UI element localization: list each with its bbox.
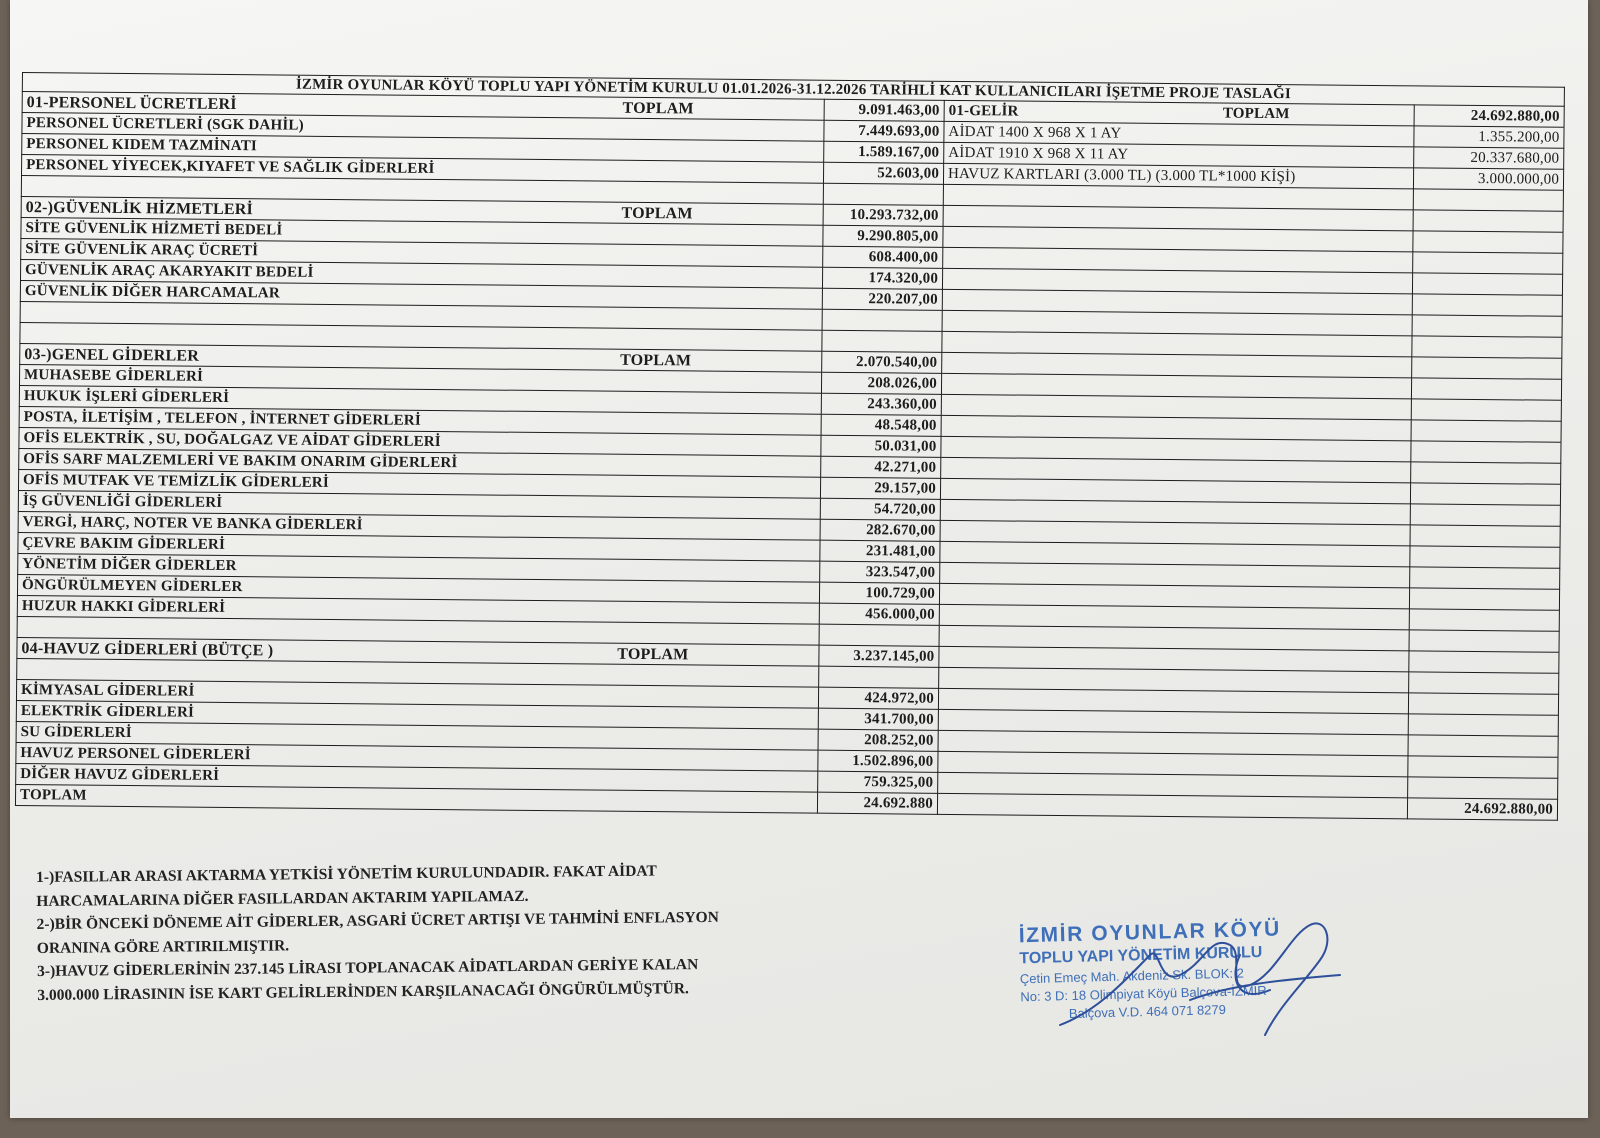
expense-item-amount: 208.252,00 bbox=[818, 729, 938, 751]
expense-item-amount: 208.026,00 bbox=[821, 372, 941, 394]
income-item-amount: 3.000.000,00 bbox=[1413, 168, 1563, 190]
empty-cell bbox=[819, 666, 939, 688]
expense-item-label: MUHASEBE GİDERLERİ bbox=[19, 364, 821, 393]
empty-cell bbox=[1409, 651, 1559, 673]
empty-cell bbox=[1409, 630, 1559, 652]
stamp-line: Balçova V.D. 464 071 8279 bbox=[1068, 1001, 1227, 1022]
expense-item-amount: 50.031,00 bbox=[821, 435, 941, 457]
expense-item-amount: 456.000,00 bbox=[819, 603, 939, 625]
expense-item-amount: 608.400,00 bbox=[823, 246, 943, 268]
expense-item-amount: 42.271,00 bbox=[821, 456, 941, 478]
empty-cell bbox=[1412, 294, 1562, 316]
section-header: 01-GELİR bbox=[948, 102, 1019, 120]
expense-item-amount: 54.720,00 bbox=[820, 498, 940, 520]
grand-total-label: TOPLAM bbox=[15, 784, 817, 813]
income-item-amount: 20.337.680,00 bbox=[1414, 147, 1564, 169]
toplam-label: TOPLAM bbox=[621, 204, 693, 223]
expense-item-label: POSTA, İLETİŞİM , TELEFON , İNTERNET GİDERLERİ bbox=[19, 406, 821, 435]
budget-sheet bbox=[15, 72, 1564, 821]
empty-cell bbox=[1412, 273, 1562, 295]
grand-total-expense: 24.692.880 bbox=[817, 792, 937, 814]
income-item-amount: 1.355.200,00 bbox=[1414, 126, 1564, 148]
expense-item-amount: 1.589.167,00 bbox=[824, 141, 944, 163]
expense-item-label: HAVUZ PERSONEL GİDERLERİ bbox=[16, 742, 818, 771]
empty-cell bbox=[1408, 777, 1558, 799]
income-item-label: AİDAT 1910 X 968 X 11 AY bbox=[944, 142, 1414, 168]
empty-cell bbox=[1413, 210, 1563, 232]
expense-item-label: İŞ GÜVENLİĞİ GİDERLERİ bbox=[18, 490, 820, 519]
empty-cell bbox=[1410, 483, 1560, 505]
expense-item-label: OFİS SARF MALZEMLERİ VE BAKIM ONARIM GİDERLERİ bbox=[19, 448, 821, 477]
empty-cell bbox=[937, 793, 1407, 819]
document-page bbox=[10, 0, 1588, 1118]
expense-item-amount: 282.670,00 bbox=[820, 519, 940, 541]
expense-item-amount: 231.481,00 bbox=[820, 540, 940, 562]
section-total: 10.293.732,00 bbox=[823, 204, 943, 226]
expense-item-label: OFİS ELEKTRİK , SU, DOĞALGAZ VE AİDAT GİDERLERİ bbox=[19, 427, 821, 456]
signature-icon bbox=[1040, 915, 1360, 1050]
section-header: 01-PERSONEL ÜCRETLERİ bbox=[26, 94, 237, 114]
empty-cell bbox=[1411, 462, 1561, 484]
expense-item-amount: 243.360,00 bbox=[821, 393, 941, 415]
expense-item-label: YÖNETİM DİĞER GİDERLER bbox=[18, 553, 820, 582]
expense-item-label: GÜVENLİK ARAÇ AKARYAKIT BEDELİ bbox=[20, 259, 822, 288]
empty-cell bbox=[1408, 693, 1558, 715]
section-header: 04-HAVUZ GİDERLERİ (BÜTÇE ) bbox=[21, 640, 274, 660]
expense-item-label: KİMYASAL GİDERLERİ bbox=[16, 679, 818, 708]
income-item-label: HAVUZ KARTLARI (3.000 TL) (3.000 TL*1000 KİŞİ) bbox=[943, 163, 1413, 189]
expense-item-amount: 29.157,00 bbox=[820, 477, 940, 499]
footnotes bbox=[36, 858, 837, 1007]
section-header: 02-)GÜVENLİK HİZMETLERİ bbox=[25, 199, 254, 219]
expense-item-amount: 424.972,00 bbox=[818, 687, 938, 709]
document-title: İZMİR OYUNLAR KÖYÜ TOPLU YAPI YÖNETİM KURULU 01.01.2026-31.12.2026 TARİHLİ KAT KULLANICILARI İŞETME PROJE TASLAĞI bbox=[22, 73, 1564, 107]
expense-item-amount: 341.700,00 bbox=[818, 708, 938, 730]
empty-cell bbox=[1412, 336, 1562, 358]
section-total: 9.091.463,00 bbox=[824, 99, 944, 121]
expense-item-label: PERSONEL ÜCRETLERİ (SGK DAHİL) bbox=[22, 113, 824, 142]
expense-item-label: PERSONEL KIDEM TAZMİNATI bbox=[22, 134, 824, 163]
note-line: ORANINA GÖRE ARTIRILMIŞTIR. bbox=[36, 936, 290, 957]
toplam-label: TOPLAM bbox=[620, 351, 692, 370]
expense-item-label: PERSONEL YİYECEK,KIYAFET VE SAĞLIK GİDERLERİ bbox=[22, 155, 824, 184]
expense-item-amount: 1.502.896,00 bbox=[818, 750, 938, 772]
empty-cell bbox=[1413, 252, 1563, 274]
expense-item-label: GÜVENLİK DİĞER HARCAMALAR bbox=[20, 280, 822, 309]
empty-cell bbox=[1408, 735, 1558, 757]
empty-cell bbox=[1411, 420, 1561, 442]
expense-item-label: HUKUK İŞLERİ GİDERLERİ bbox=[19, 385, 821, 414]
toplam-label: TOPLAM bbox=[617, 645, 689, 664]
grand-total-income: 24.692.880,00 bbox=[1407, 798, 1557, 820]
expense-item-label: ELEKTRİK GİDERLERİ bbox=[16, 700, 818, 729]
expense-item-label: ÇEVRE BAKIM GİDERLERİ bbox=[18, 532, 820, 561]
note-line: 1-)FASILLAR ARASI AKTARMA YETKİSİ YÖNETİM KURULUNDADIR. FAKAT AİDAT bbox=[36, 862, 657, 886]
expense-item-amount: 9.290.805,00 bbox=[823, 225, 943, 247]
expense-item-amount: 48.548,00 bbox=[821, 414, 941, 436]
empty-cell bbox=[822, 309, 942, 331]
empty-cell bbox=[1409, 609, 1559, 631]
expense-item-label: VERGİ, HARÇ, NOTER VE BANKA GİDERLERİ bbox=[18, 511, 820, 540]
empty-cell bbox=[1410, 525, 1560, 547]
stamp-line: Çetin Emeç Mah. Akdeniz Sk. BLOK: 2 bbox=[1019, 965, 1245, 987]
empty-cell bbox=[1408, 714, 1558, 736]
expense-item-amount: 220.207,00 bbox=[822, 288, 942, 310]
empty-cell bbox=[819, 624, 939, 646]
empty-cell bbox=[1411, 378, 1561, 400]
empty-cell bbox=[1413, 189, 1563, 211]
empty-cell bbox=[822, 330, 942, 352]
stamp-line: No: 3 D: 18 Olimpiyat Köyü Balçova-İZMİR bbox=[1020, 982, 1267, 1005]
expense-item-label: HUZUR HAKKI GİDERLERİ bbox=[17, 595, 819, 624]
empty-cell bbox=[1410, 504, 1560, 526]
empty-cell bbox=[1411, 441, 1561, 463]
expense-item-label: OFİS MUTFAK VE TEMİZLİK GİDERLERİ bbox=[18, 469, 820, 498]
expense-item-label: SU GİDERLERİ bbox=[16, 721, 818, 750]
expense-item-amount: 759.325,00 bbox=[818, 771, 938, 793]
empty-cell bbox=[1409, 672, 1559, 694]
empty-cell bbox=[1413, 231, 1563, 253]
empty-cell bbox=[1412, 357, 1562, 379]
expense-item-amount: 100.729,00 bbox=[819, 582, 939, 604]
note-line: 3-)HAVUZ GİDERLERİNİN 237.145 LİRASI TOPLANACAK AİDATLARDAN GERİYE KALAN bbox=[37, 956, 699, 980]
budget-table-body bbox=[15, 73, 1564, 821]
expense-item-label: ÖNGÜRÜLMEYEN GİDERLER bbox=[17, 574, 819, 603]
note-line: 3.000.000 LİRASININ İSE KART GELİRLERİNDEN KARŞILANACAĞI ÖNGÜRÜLMÜŞTÜR. bbox=[37, 979, 689, 1004]
empty-cell bbox=[1412, 315, 1562, 337]
expense-item-label: SİTE GÜVENLİK ARAÇ ÜCRETİ bbox=[21, 238, 823, 267]
expense-item-amount: 174.320,00 bbox=[822, 267, 942, 289]
empty-cell bbox=[823, 183, 943, 205]
stamp-line: TOPLU YAPI YÖNETİM KURULU bbox=[1019, 943, 1263, 968]
empty-cell bbox=[1408, 756, 1558, 778]
note-line: 2-)BİR ÖNCEKİ DÖNEME AİT GİDERLER, ASGARİ ÜCRET ARTIŞI VE TAHMİNİ ENFLASYON bbox=[36, 908, 719, 933]
income-total: 24.692.880,00 bbox=[1414, 105, 1564, 127]
note-line: HARCAMALARINA DİĞER FASILLARDAN AKTARIM YAPILAMAZ. bbox=[36, 887, 529, 910]
stamp-line: İZMİR OYUNLAR KÖYÜ bbox=[1018, 917, 1282, 948]
toplam-label: TOPLAM bbox=[622, 99, 694, 118]
empty-cell bbox=[1410, 546, 1560, 568]
expense-item-label: SİTE GÜVENLİK HİZMETİ BEDELİ bbox=[21, 217, 823, 246]
income-item-label: AİDAT 1400 X 968 X 1 AY bbox=[944, 121, 1414, 147]
budget-table bbox=[15, 72, 1565, 821]
expense-item-label: DİĞER HAVUZ GİDERLERİ bbox=[16, 763, 818, 792]
empty-cell bbox=[1409, 588, 1559, 610]
expense-item-amount: 7.449.693,00 bbox=[824, 120, 944, 142]
section-total: 3.237.145,00 bbox=[819, 645, 939, 667]
section-header: 03-)GENEL GİDERLER bbox=[24, 346, 200, 365]
section-total: 2.070.540,00 bbox=[822, 351, 942, 373]
toplam-label: TOPLAM bbox=[1222, 105, 1290, 123]
empty-cell bbox=[1410, 567, 1560, 589]
expense-item-amount: 323.547,00 bbox=[820, 561, 940, 583]
empty-cell bbox=[1411, 399, 1561, 421]
expense-item-amount: 52.603,00 bbox=[823, 162, 943, 184]
